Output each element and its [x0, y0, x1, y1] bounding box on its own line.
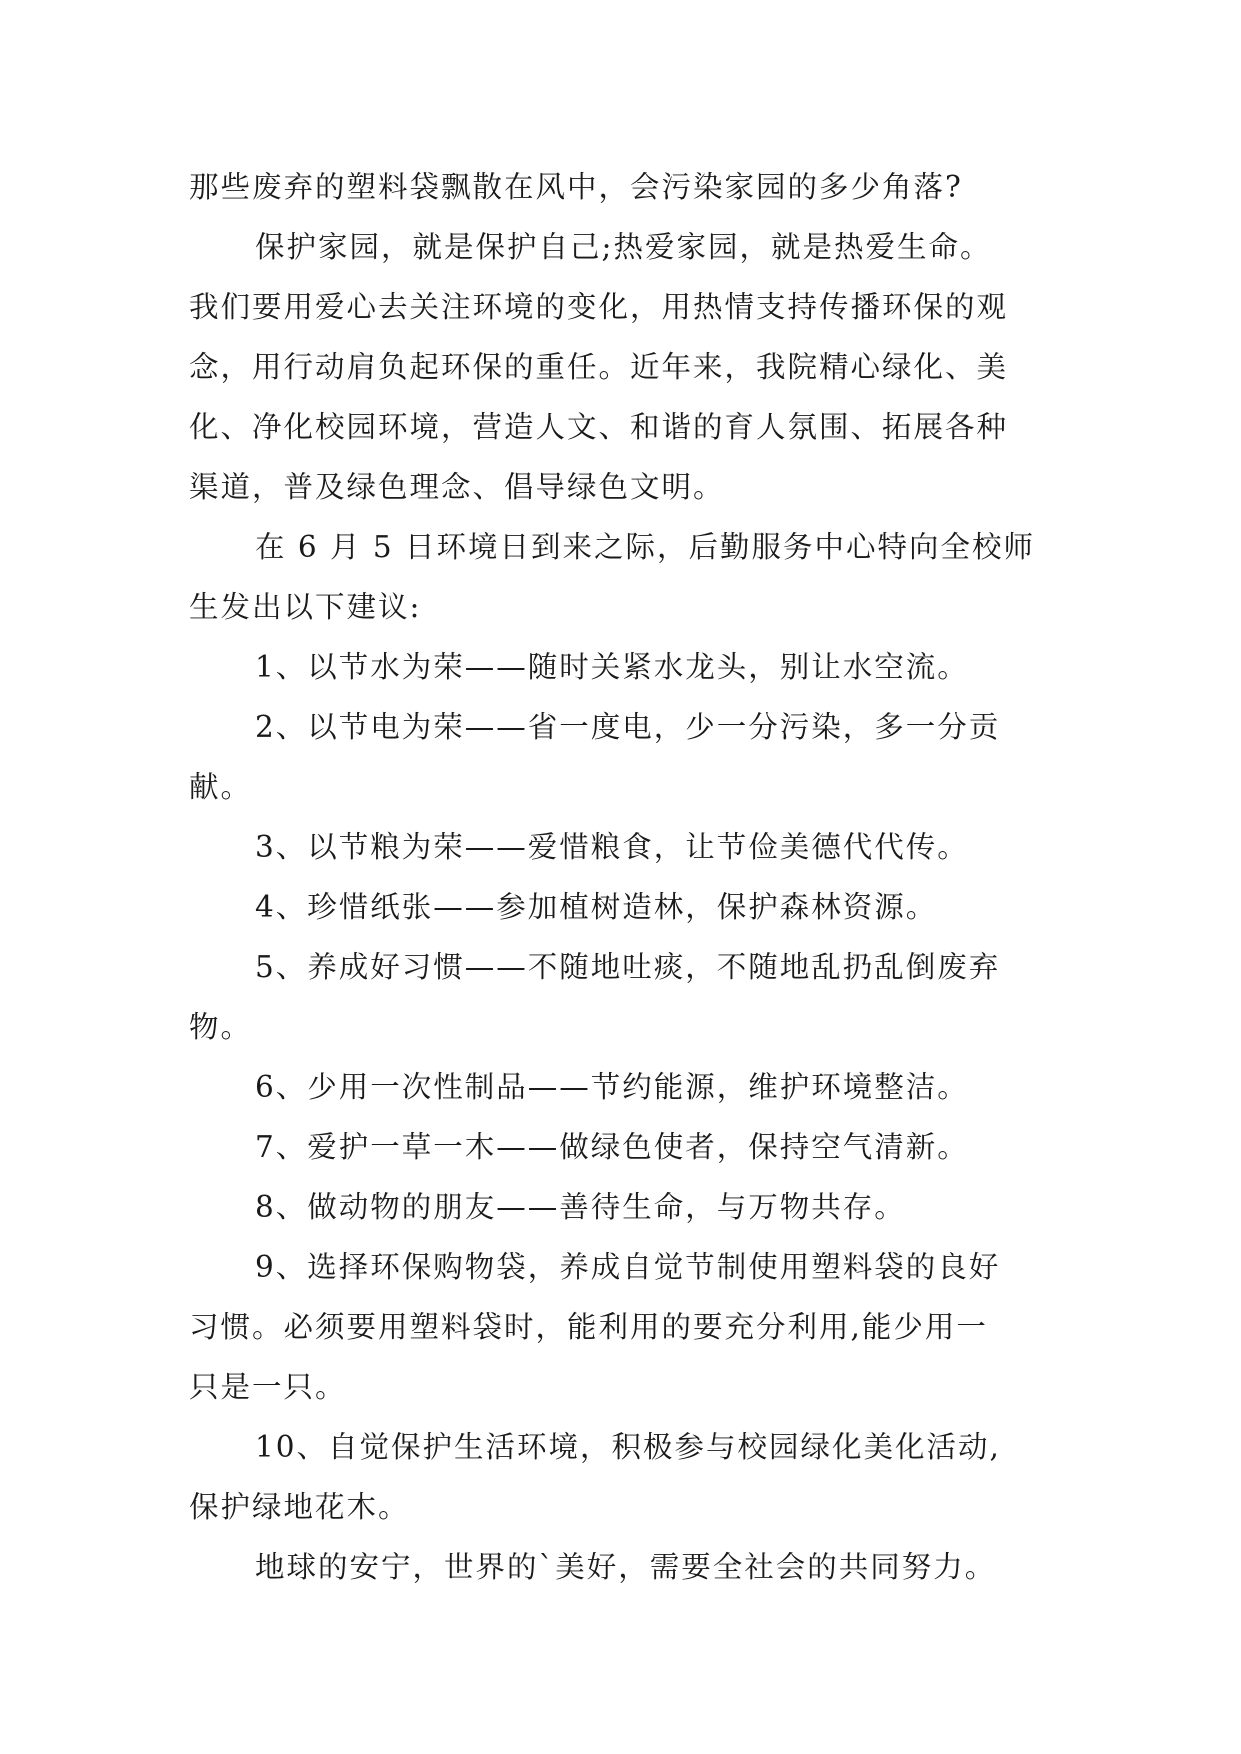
text-line: 在 6 月 5 日环境日到来之际，后勤服务中心特向全校师 — [255, 530, 1036, 564]
text-line: 保护家园，就是保护自己;热爱家园，就是热爱生命。 — [255, 230, 992, 264]
list-item: 4、珍惜纸张——参加植树造林，保护森林资源。 — [255, 890, 938, 924]
text-line: 念，用行动肩负起环保的重任。近年来，我院精心绿化、美 — [189, 350, 1009, 384]
list-item: 2、以节电为荣——省一度电，少一分污染，多一分贡 — [255, 710, 1001, 744]
text-line: 保护绿地花木。 — [189, 1490, 410, 1524]
text-line: 我们要用爱心去关注环境的变化，用热情支持传播环保的观 — [189, 290, 1009, 324]
text-line: 那些废弃的塑料袋飘散在风中，会污染家园的多少角落? — [189, 170, 963, 204]
text-line: 习惯。必须要用塑料袋时，能利用的要充分利用,能少用一 — [189, 1310, 988, 1344]
list-item: 8、做动物的朋友——善待生命，与万物共存。 — [255, 1190, 906, 1224]
list-item: 1、以节水为荣——随时关紧水龙头，别让水空流。 — [255, 650, 969, 684]
text-line: 地球的安宁，世界的`美好，需要全社会的共同努力。 — [255, 1550, 997, 1584]
text-line: 物。 — [189, 1010, 253, 1044]
list-item: 10、自觉保护生活环境，积极参与校园绿化美化活动, — [255, 1430, 1001, 1464]
list-item: 6、少用一次性制品——节约能源，维护环境整洁。 — [255, 1070, 969, 1104]
text-line: 生发出以下建议: — [189, 590, 422, 624]
list-item: 9、选择环保购物袋，养成自觉节制使用塑料袋的良好 — [255, 1250, 1001, 1284]
list-item: 5、养成好习惯——不随地吐痰，不随地乱扔乱倒废弃 — [255, 950, 1001, 984]
list-item: 3、以节粮为荣——爱惜粮食，让节俭美德代代传。 — [255, 830, 969, 864]
document-body — [189, 157, 1059, 1597]
text-line: 化、净化校园环境，营造人文、和谐的育人氛围、拓展各种 — [189, 410, 1009, 444]
list-item: 7、爱护一草一木——做绿色使者，保持空气清新。 — [255, 1130, 969, 1164]
text-line: 只是一只。 — [189, 1370, 347, 1404]
text-line: 渠道，普及绿色理念、倡导绿色文明。 — [189, 470, 725, 504]
text-line: 献。 — [189, 770, 253, 804]
